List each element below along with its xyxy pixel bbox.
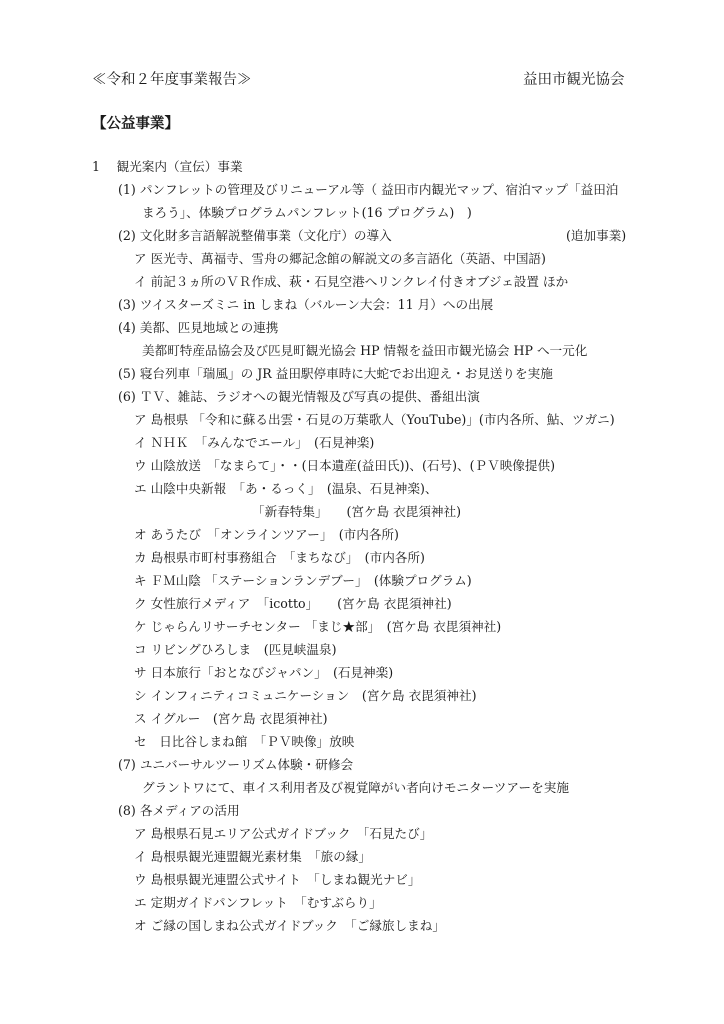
item-1-2: (2) 文化財多言語解説整備事業（文化庁）の導入 [118, 228, 392, 243]
item-1-6-ko: コ リビングひろしま (匹見峡温泉) [134, 642, 337, 657]
item-1-6-ka: カ 島根県市町村事務組合 「まちなび」 (市内各所) [134, 550, 425, 565]
item-1-6-e: エ 山陰中央新報 「あ・るっく」 (温泉、石見神楽)、 [134, 481, 438, 496]
item-1-4: (4) 美都、匹見地域との連携 [118, 320, 279, 335]
item-1-8-o: オ ご縁の国しまね公式ガイドブック 「ご縁旅しまね」 [134, 918, 445, 933]
item-1-6-ki: キ ＦＭ山陰 「ステーションランデブー」 (体験プログラム) [134, 573, 472, 588]
report-title: ≪令和２年度事業報告≫ [92, 72, 252, 88]
item-1-6-ku: ク 女性旅行メディア 「icotto」 (宮ケ島 衣毘須神社) [134, 596, 452, 611]
item-1-2-i: イ 前記３ヵ所のＶＲ作成、萩・石見空港へリンクレイ付きオブジェ設置 ほか [134, 274, 569, 289]
item-1-8: (8) 各メディアの活用 [118, 803, 240, 818]
item-1-8-u: ウ 島根県観光連盟公式サイト 「しまね観光ナビ」 [134, 872, 421, 887]
item-1-6: (6) ＴＶ、雑誌、ラジオへの観光情報及び写真の提供、番組出演 [118, 389, 480, 404]
organization-name: 益田市観光協会 [523, 72, 625, 88]
item-1-6-o: オ あうたび 「オンラインツアー」 (市内各所) [134, 527, 399, 542]
item-1-6-sa: サ 日本旅行「おとなびジャパン」 (石見神楽) [134, 665, 394, 680]
item-1-6-i: イ ＮＨＫ 「みんなでエール」 (石見神楽) [134, 435, 375, 450]
item-1-2-a: ア 医光寺、萬福寺、雪舟の郷記念館の解説文の多言語化（英語、中国語) [134, 251, 546, 266]
item-1-3: (3) ツイスターズミニ in しまね（バルーン大会：11 月）への出展 [118, 297, 494, 312]
item-1-5: (5) 寝台列車「瑞風」の JR 益田駅停車時に大蛇でお出迎え・お見送りを実施 [118, 366, 553, 381]
item-1-7: (7) ユニバーサルツーリズム体験・研修会 [118, 757, 354, 772]
item-1-6-u: ウ 山陰放送 「なまらて」・・(日本遺産(益田氏))、(石号)、(ＰＶ映像提供) [134, 458, 555, 473]
item-1-1: (1) パンフレットの管理及びリニューアル等（ 益田市内観光マップ、宿泊マップ「益田泊 [118, 182, 619, 197]
item-1-6-shi: シ インフィニティコミュニケーション (宮ケ島 衣毘須神社) [134, 688, 477, 703]
item-1-heading: 1 観光案内（宣伝）事業 [92, 159, 243, 174]
item-1-8-i: イ 島根県観光連盟観光素材集 「旅の縁」 [134, 849, 371, 864]
item-1-6-ke: ケ じゃらんリサーチセンター 「まじ★部」 (宮ケ島 衣毘須神社) [134, 619, 502, 634]
item-1-7-detail: グラントワにて、車イス利用者及び視覚障がい者向けモニターツアーを実施 [142, 780, 569, 795]
item-1-8-e: エ 定期ガイドパンフレット 「むすぶらり」 [134, 895, 382, 910]
item-1-1-cont: まろう」、体験プログラムパンフレット(16 プログラム) ) [142, 205, 472, 220]
item-1-8-a: ア 島根県石見エリア公式ガイドブック 「石見たび」 [134, 826, 433, 841]
item-1-6-su: ス イグルー (宮ケ島 衣毘須神社) [134, 711, 328, 726]
item-1-6-se: セ 日比谷しまね館 「ＰＶ映像」放映 [134, 734, 355, 749]
section-heading: 【公益事業】 [92, 115, 179, 132]
added-project-note: (追加事業) [566, 228, 627, 243]
item-1-6-e-cont: 「新春特集」 (宮ケ島 衣毘須神社) [252, 504, 462, 519]
item-1-6-a: ア 島根県 「令和に蘇る出雲・石見の万葉歌人（YouTube)」(市内各所、鮎、ツガニ) [134, 412, 615, 427]
item-1-4-detail: 美都町特産品協会及び匹見町観光協会 HP 情報を益田市観光協会 HP へ一元化 [142, 343, 588, 358]
